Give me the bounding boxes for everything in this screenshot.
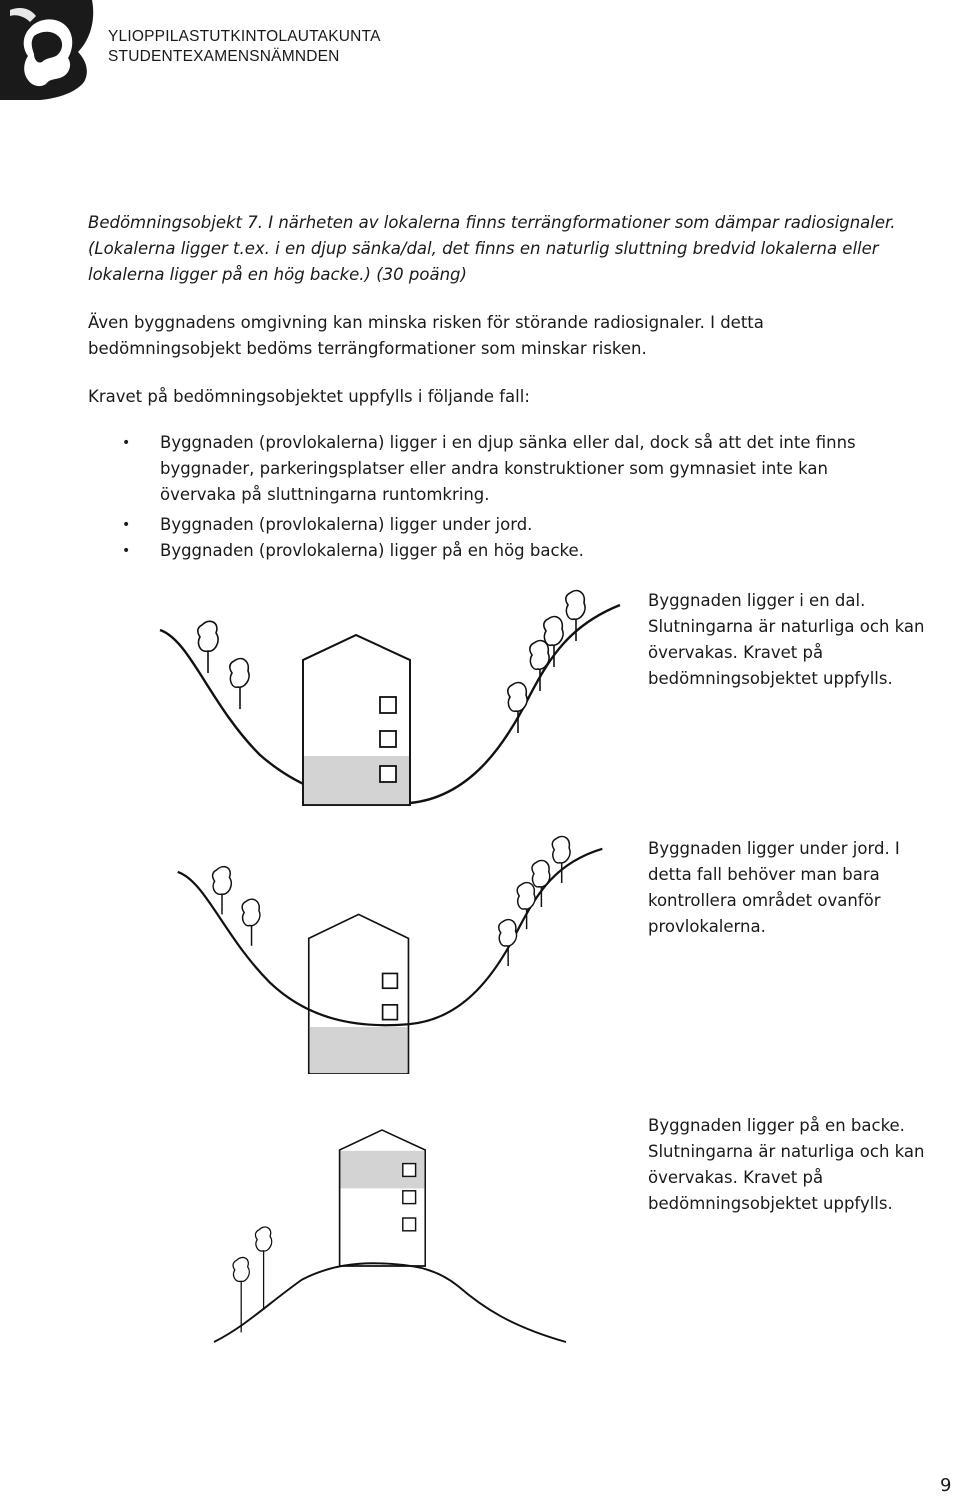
- window: [403, 1218, 416, 1231]
- bullet-icon: •: [122, 517, 131, 533]
- list-item: [120, 512, 920, 538]
- caption-line: övervakas. Kravet på: [648, 1168, 824, 1187]
- requirement-1-line-1: Byggnaden (provlokalerna) ligger i en djup sänka eller dal, dock så att det inte finns: [160, 433, 856, 452]
- tree: [230, 659, 249, 709]
- valley-caption: [648, 588, 958, 692]
- exam-room-floor: [310, 1027, 408, 1073]
- tree: [213, 867, 232, 915]
- requirement-1-line-2: byggnader, parkeringsplatser eller andra konstruktioner som gymnasiet inte kan: [160, 459, 828, 478]
- window: [403, 1164, 416, 1177]
- window: [380, 766, 396, 782]
- requirement-1-line-3: övervaka på sluttningarna runtomkring.: [160, 485, 490, 504]
- bullet-icon: •: [122, 543, 131, 559]
- requirements-list: [120, 430, 920, 564]
- tree: [198, 621, 218, 673]
- page-header: [0, 0, 960, 100]
- underground-caption: [648, 836, 958, 940]
- hill-caption: [648, 1113, 958, 1217]
- requirement-2-line-1: Byggnaden (provlokalerna) ligger under jord.: [160, 515, 533, 534]
- window: [380, 731, 396, 747]
- window: [383, 1005, 398, 1020]
- caption-line: Byggnaden ligger i en dal.: [648, 591, 866, 610]
- underground-illustration: [150, 835, 630, 1075]
- list-item: [120, 430, 920, 508]
- caption-line: kontrollera området ovanför: [648, 891, 881, 910]
- caption-line: detta fall behöver man bara: [648, 865, 880, 884]
- intro-paragraph: [88, 310, 928, 362]
- tree: [255, 1227, 271, 1310]
- caption-line: Slutningarna är naturliga och kan: [648, 1142, 925, 1161]
- caption-line: bedömningsobjektet uppfylls.: [648, 669, 893, 688]
- title-line-3: lokalerna ligger på en hög backe.) (30 poäng): [88, 265, 467, 284]
- caption-line: Slutningarna är naturliga och kan: [648, 617, 925, 636]
- tree: [530, 641, 549, 691]
- building: [309, 914, 409, 1073]
- intro-line-2: bedömningsobjekt bedöms terrängformationer som minskar risken.: [88, 339, 647, 358]
- hill-ground-line: [214, 1263, 566, 1342]
- requirement-3-line-1: Byggnaden (provlokalerna) ligger på en hög backe.: [160, 541, 584, 560]
- assessment-object-title: [88, 210, 918, 288]
- list-item: [120, 538, 920, 564]
- org-name-swedish: STUDENTEXAMENSNÄMNDEN: [108, 48, 340, 65]
- title-line-2: (Lokalerna ligger t.ex. i en djup sänka/dal, det finns en naturlig sluttning bredvid lokalerna eller: [88, 239, 879, 258]
- bullet-icon: •: [122, 435, 131, 451]
- organization-name: [108, 27, 381, 67]
- caption-line: övervakas. Kravet på: [648, 643, 824, 662]
- hill-illustration: [150, 1110, 630, 1350]
- window: [380, 697, 396, 713]
- helmeted-head-logo-icon: [0, 0, 100, 100]
- org-name-finnish: YLIOPPILASTUTKINTOLAUTAKUNTA: [108, 28, 381, 45]
- tree: [517, 883, 535, 930]
- valley-illustration: [150, 585, 630, 825]
- tree: [242, 899, 260, 946]
- building: [340, 1130, 426, 1266]
- tree: [508, 683, 527, 733]
- page-number: 9: [940, 1475, 952, 1496]
- caption-line: provlokalerna.: [648, 917, 766, 936]
- requirement-intro: Kravet på bedömningsobjektet uppfylls i följande fall:: [88, 387, 530, 406]
- window: [383, 973, 398, 988]
- caption-line: bedömningsobjektet uppfylls.: [648, 1194, 893, 1213]
- window: [403, 1191, 416, 1204]
- tree: [566, 591, 585, 641]
- intro-line-1: Även byggnadens omgivning kan minska risken för störande radiosignaler. I detta: [88, 313, 764, 332]
- title-line-1: Bedömningsobjekt 7. I närheten av lokalerna finns terrängformationer som dämpar radiosignaler.: [88, 213, 896, 232]
- building: [303, 635, 410, 805]
- caption-line: Byggnaden ligger under jord. I: [648, 839, 900, 858]
- caption-line: Byggnaden ligger på en backe.: [648, 1116, 905, 1135]
